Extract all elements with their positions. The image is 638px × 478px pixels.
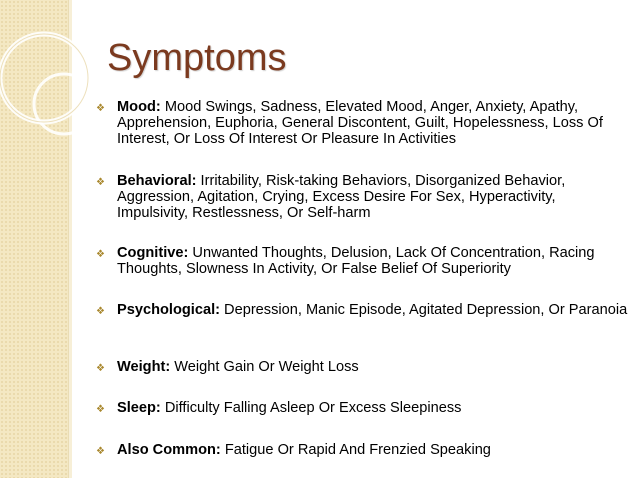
bullet-label: Behavioral:	[117, 173, 197, 189]
bullet-text	[117, 400, 628, 416]
list-item-behavioral	[96, 173, 628, 221]
bullet-label: Cognitive:	[117, 245, 189, 261]
diamond-bullet-icon: ❖	[96, 103, 105, 114]
bullet-text	[117, 245, 628, 277]
bullet-text	[117, 442, 628, 458]
bullet-text	[117, 173, 628, 221]
list-item-cognitive	[96, 245, 628, 277]
diamond-bullet-icon: ❖	[96, 306, 105, 317]
bullet-body: Unwanted Thoughts, Delusion, Lack Of Concentration, Racing Thoughts, Slowness In Activity, Or False Belief Of Superiority	[117, 245, 595, 277]
bullet-label: Weight:	[117, 359, 171, 375]
bullet-body: Mood Swings, Sadness, Elevated Mood, Anger, Anxiety, Apathy, Apprehension, Euphoria, General Discontent, Guilt, Hopelessness, Loss Of Interest, Or Loss Of Interest Or Pleasure In Activities	[117, 99, 603, 147]
bullet-label: Also Common:	[117, 442, 221, 458]
decor-ring-outer-shade	[0, 34, 88, 122]
diamond-bullet-icon: ❖	[96, 404, 105, 415]
bullet-text	[117, 99, 628, 147]
bullet-body: Fatigue Or Rapid And Frenzied Speaking	[220, 442, 491, 458]
bullet-label: Mood:	[117, 99, 161, 115]
bullet-text	[117, 302, 628, 318]
decor-ring-inner	[34, 74, 94, 134]
list-item-sleep	[96, 400, 628, 416]
list-item-psychological	[96, 302, 628, 318]
diamond-bullet-icon: ❖	[96, 363, 105, 374]
bullet-body: Difficulty Falling Asleep Or Excess Sleepiness	[160, 400, 462, 416]
bullet-text	[117, 359, 628, 375]
list-item-mood	[96, 99, 628, 147]
slide-title: Symptoms	[107, 37, 287, 79]
bullet-body: Weight Gain Or Weight Loss	[170, 359, 359, 375]
bullet-body: Irritability, Risk-taking Behaviors, Disorganized Behavior, Aggression, Agitation, Crying, Excess Desire For Sex, Hyperactivity, Impulsivity, Restlessness, Or Self-harm	[117, 173, 566, 221]
bullet-body: Depression, Manic Episode, Agitated Depression, Or Paranoia	[220, 302, 628, 318]
bullet-label: Psychological:	[117, 302, 220, 318]
bullet-label: Sleep:	[117, 400, 161, 416]
diamond-bullet-icon: ❖	[96, 249, 105, 260]
list-item-also-common	[96, 442, 628, 458]
diamond-bullet-icon: ❖	[96, 177, 105, 188]
list-item-weight	[96, 359, 628, 375]
diamond-bullet-icon: ❖	[96, 446, 105, 457]
